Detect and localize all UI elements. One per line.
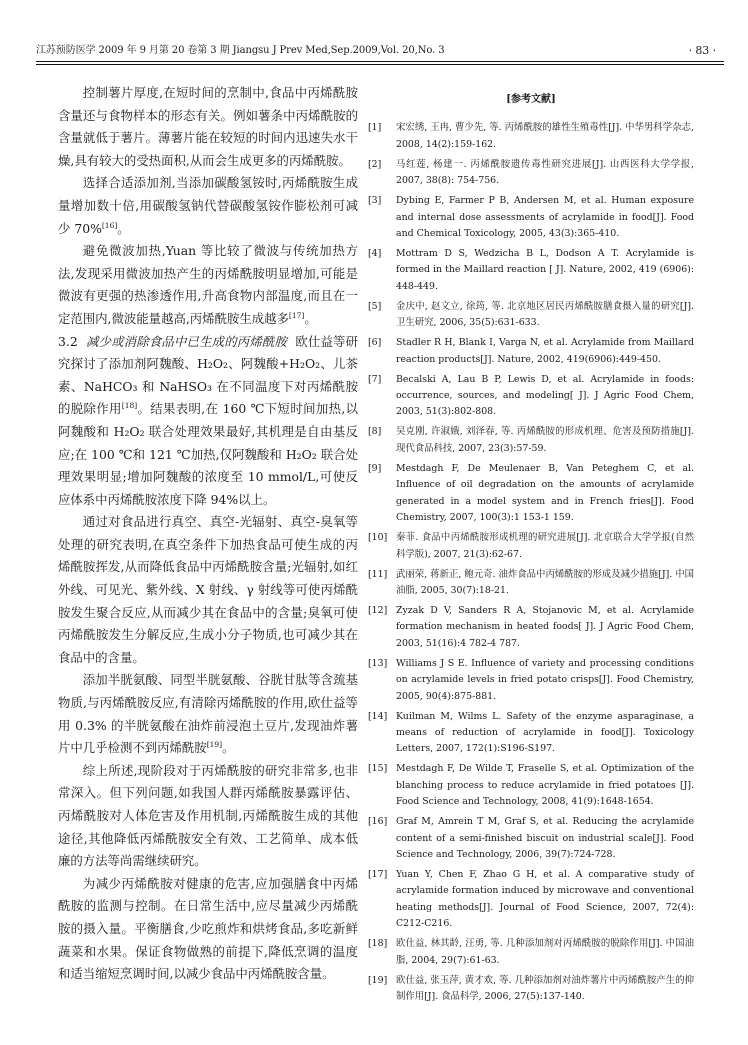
reference-item: [368, 656, 694, 705]
reference-text: Dybing E, Farmer P B, Andersen M, et al. Human exposure and internal dose assessments of acrylamide in food[J]. Food and Chemical Toxicology, 2005, 43(3):365-410.: [396, 195, 694, 240]
reference-text: Yuan Y, Chen F, Zhao G H, et al. A comparative study of acrylamide formation induced by microwave and conventional heating methods[J]. Journal of Food Science, 2007, 72(4): C212-C216.: [396, 868, 694, 930]
reference-item: [368, 299, 694, 332]
reference-number: [9]: [368, 462, 382, 474]
body-column-left: [58, 82, 358, 986]
references-heading: [参考文献]: [506, 94, 556, 105]
reference-number: [19]: [368, 974, 388, 986]
reference-number: [10]: [368, 532, 388, 544]
reference-text: Zyzak D V, Sanders R A, Stojanovic M, et al. Acrylamide formation mechanism in heated foods[ J]. J Agric Food Chem, 2003, 51(16):4 782-4 787.: [396, 604, 694, 649]
paragraph: 控制薯片厚度,在短时间的烹制中,食品中丙烯酰胺含量还与食物样本的形态有关。例如薯条中丙烯酰胺的含量就低于薯片。薄薯片能在较短的时间内迅速失水干燥,具有较大的受热面积,从而会生成更多的丙烯酰胺。: [58, 85, 358, 168]
reference-item: [368, 193, 694, 242]
reference-number: [2]: [368, 158, 382, 170]
section-title: 减少或消除食品中已生成的丙烯酰胺: [85, 333, 288, 349]
reference-text: 金庆中, 赵文立, 徐筠, 等. 北京地区居民丙烯酰胺膳食摄入量的研究[J]. 卫生研究, 2006, 35(5):631-633.: [396, 300, 694, 329]
reference-number: [13]: [368, 657, 388, 669]
header-rule-thin: [36, 64, 724, 65]
paragraph: 添加半胱氨酸、同型半胱氨酸、谷胱甘肽等含巯基物质,与丙烯酰胺反应,有清除丙烯酰胺的作用,欧仕益等用 0.3% 的半胱氨酸在油炸前浸泡土豆片,发现油炸薯片中几乎检测不到丙烯酰胺[19]。: [58, 672, 358, 756]
reference-item: [368, 530, 694, 563]
reference-item: [368, 157, 694, 190]
citation[interactable]: [16]: [101, 220, 118, 230]
reference-item: [368, 461, 694, 527]
reference-text: 武丽荣, 蒋新正, 鲍元奇. 油炸食品中丙烯酰胺的形成及减少措施[J]. 中国油脂, 2005, 30(7):18-21.: [396, 568, 694, 596]
citation[interactable]: [17]: [288, 310, 305, 320]
reference-number: [6]: [368, 337, 382, 349]
section-3-2: 3.2 减少或消除食品中已生成的丙烯酰胺 欧仕益等研究探讨了添加剂阿魏酸、H₂O₂、阿魏酸+H₂O₂、儿茶素、NaHCO₃ 和 NaHSO₃ 在不同温度下对丙烯酰胺的脱除作用[18]。结果表明,在 160 ℃下短时间加热,以阿魏酸和 H₂O₂ 联合处理效果最好,其机理是自由基反应;在 100 ℃和 121 ℃加热,仅阿魏酸和 H₂O₂ 联合处理效果明显;增加阿魏酸的浓度至 10 mmol/L,可使反应体系中丙烯酰胺浓度下降 94%以上。: [58, 333, 359, 507]
paragraph: 避免微波加热,Yuan 等比较了微波与传统加热方法,发现采用微波加热产生的丙烯酰胺明显增加,可能是微波有更强的热渗透作用,升高食物内部温度,而且在一定范围内,微波能量越高,丙烯酰胺生成越多[17]。: [58, 243, 358, 326]
reference-item: [368, 424, 694, 457]
citation[interactable]: [19]: [206, 740, 223, 750]
reference-number: [15]: [368, 763, 388, 775]
reference-number: [5]: [368, 300, 382, 312]
reference-item: [368, 567, 694, 600]
reference-number: [11]: [368, 568, 388, 580]
reference-number: [17]: [368, 868, 388, 880]
reference-item: [368, 814, 694, 863]
reference-list: [368, 120, 694, 1005]
reference-number: [16]: [368, 816, 388, 828]
references-column: [368, 82, 694, 1009]
reference-number: [7]: [368, 373, 382, 385]
paragraph: 选择合适添加剂,当添加碳酸氢铵时,丙烯酰胺生成量增加数十倍,用碳酸氢钠代替碳酸氢铵作膨松剂可减少 70%[16]。: [58, 175, 358, 236]
reference-item: [368, 761, 694, 810]
reference-text: Mestdagh F, De Wilde T, Fraselle S, et al. Optimization of the blanching process to reduce acrylamide in fried potatoes [J]. Food Science and Technology, 2008, 41(9):1648-1654.: [396, 763, 694, 808]
citation[interactable]: [18]: [121, 401, 138, 411]
paragraph: 通过对食品进行真空、真空-光辐射、真空-臭氧等处理的研究表明,在真空条件下加热食品可使生成的丙烯酰胺挥发,从而降低食品中丙烯酰胺含量;光辐射,如红外线、可见光、紫外线、X 射线、γ 射线等可使丙烯酰胺发生聚合反应,从而减少其在食品中的含量;臭氧可使丙烯酰胺发生分解反应,生成小分子物质,也可减少其在食品中的含量。: [58, 514, 358, 665]
reference-text: 宋宏绣, 王冉, 曹少先, 等. 丙烯酰胺的雄性生殖毒性[J]. 中华男科学杂志, 2008, 14(2):159-162.: [396, 122, 694, 150]
section-number: 3.2: [58, 333, 78, 349]
reference-number: [1]: [368, 122, 382, 134]
reference-text: Stadler R H, Blank I, Varga N, et al. Acrylamide from Maillard reaction products[J]. Nature, 2002, 419(6906):449-450.: [396, 337, 694, 365]
reference-number: [12]: [368, 604, 388, 616]
reference-item: [368, 246, 694, 295]
page-number: · 83 ·: [688, 44, 716, 57]
reference-text: 秦菲. 食品中丙烯酰胺形成机理的研究进展[J]. 北京联合大学学报(自然科学版), 2007, 21(3):62-67.: [396, 532, 694, 560]
header-rule-thick: [36, 61, 724, 62]
reference-item: [368, 973, 694, 1006]
reference-text: Mestdagh F, De Meulenaer B, Van Peteghem C, et al. Influence of oil degradation on the amounts of acrylamide generated in a model system and in French fries[J]. Food Chemistry, 2007, 100(3):1 153-1 159.: [396, 462, 694, 524]
reference-text: 欧仕益, 林其龄, 汪勇, 等. 几种添加剂对丙烯酰胺的脱除作用[J]. 中国油脂, 2004, 29(7):61-63.: [396, 938, 694, 966]
paragraph: 为减少丙烯酰胺对健康的危害,应加强膳食中丙烯酰胺的监测与控制。在日常生活中,应尽量减少丙烯酰胺的摄入量。平衡膳食,少吃煎炸和烘烤食品,多吃新鲜蔬菜和水果。保证食物做熟的前提下,降低烹调的温度和适当缩短烹调时间,以减少食品中丙烯酰胺含量。: [58, 875, 358, 982]
reference-item: [368, 603, 694, 652]
reference-number: [14]: [368, 710, 388, 722]
reference-item: [368, 335, 694, 368]
reference-number: [18]: [368, 938, 388, 950]
reference-text: Mottram D S, Wedzicha B L, Dodson A T. Acrylamide is formed in the Maillard reaction [ J]. Nature, 2002, 419 (6906): 448-449.: [396, 248, 694, 292]
reference-text: 马红莲, 杨建一. 丙烯酰胺遗传毒性研究进展[J]. 山西医科大学学报, 2007, 38(8): 754-756.: [396, 158, 694, 187]
reference-item: [368, 709, 694, 758]
reference-item: [368, 936, 694, 969]
journal-citation: 江苏预防医学 2009 年 9 月第 20 卷第 3 期 Jiangsu J Prev Med,Sep.2009,Vol. 20,No. 3: [36, 45, 445, 56]
reference-item: [368, 867, 694, 933]
paragraph: 综上所述,现阶段对于丙烯酰胺的研究非常多,也非常深入。但下列问题,如我国人群丙烯酰胺暴露评估、丙烯酰胺对人体危害及作用机制,丙烯酰胺生成的其他途径,其他降低丙烯酰胺安全有效、工艺简单、成本低廉的方法等尚需继续研究。: [58, 762, 358, 869]
reference-number: [4]: [368, 248, 382, 260]
reference-text: Williams J S E. Influence of variety and processing conditions on acrylamide levels in fried potato crisps[J]. Food Chemistry, 2005, 90(4):875-881.: [396, 657, 694, 702]
reference-text: Graf M, Amrein T M, Graf S, et al. Reducing the acrylamide content of a semi-finished biscuit on industrial scale[J]. Food Science and Technology, 2006, 39(7):724-728.: [396, 816, 694, 860]
reference-text: 欧仕益, 张玉萍, 黄才欢, 等. 几种添加剂对油炸薯片中丙烯酰胺产生的抑制作用[J]. 食品科学, 2006, 27(5):137-140.: [396, 974, 694, 1002]
reference-number: [8]: [368, 426, 382, 438]
reference-text: Becalski A, Lau B P, Lewis D, et al. Acrylamide in foods: occurrence, sources, and modeling[ J]. J Agric Food Chem, 2003, 51(3):802-808.: [396, 373, 694, 418]
reference-item: [368, 120, 694, 153]
reference-text: 吴克刚, 许淑娥, 刘泽春, 等. 丙烯酰胺的形成机理、危害及预防措施[J]. 现代食品科技, 2007, 23(3):57-59.: [396, 426, 694, 454]
reference-item: [368, 372, 694, 421]
reference-number: [3]: [368, 195, 382, 207]
reference-text: Kuilman M, Wilms L. Safety of the enzyme asparaginase, a means of reduction of acrylamide in food[J]. Toxicology Letters, 2007, 172(1):S196-S197.: [396, 710, 694, 755]
